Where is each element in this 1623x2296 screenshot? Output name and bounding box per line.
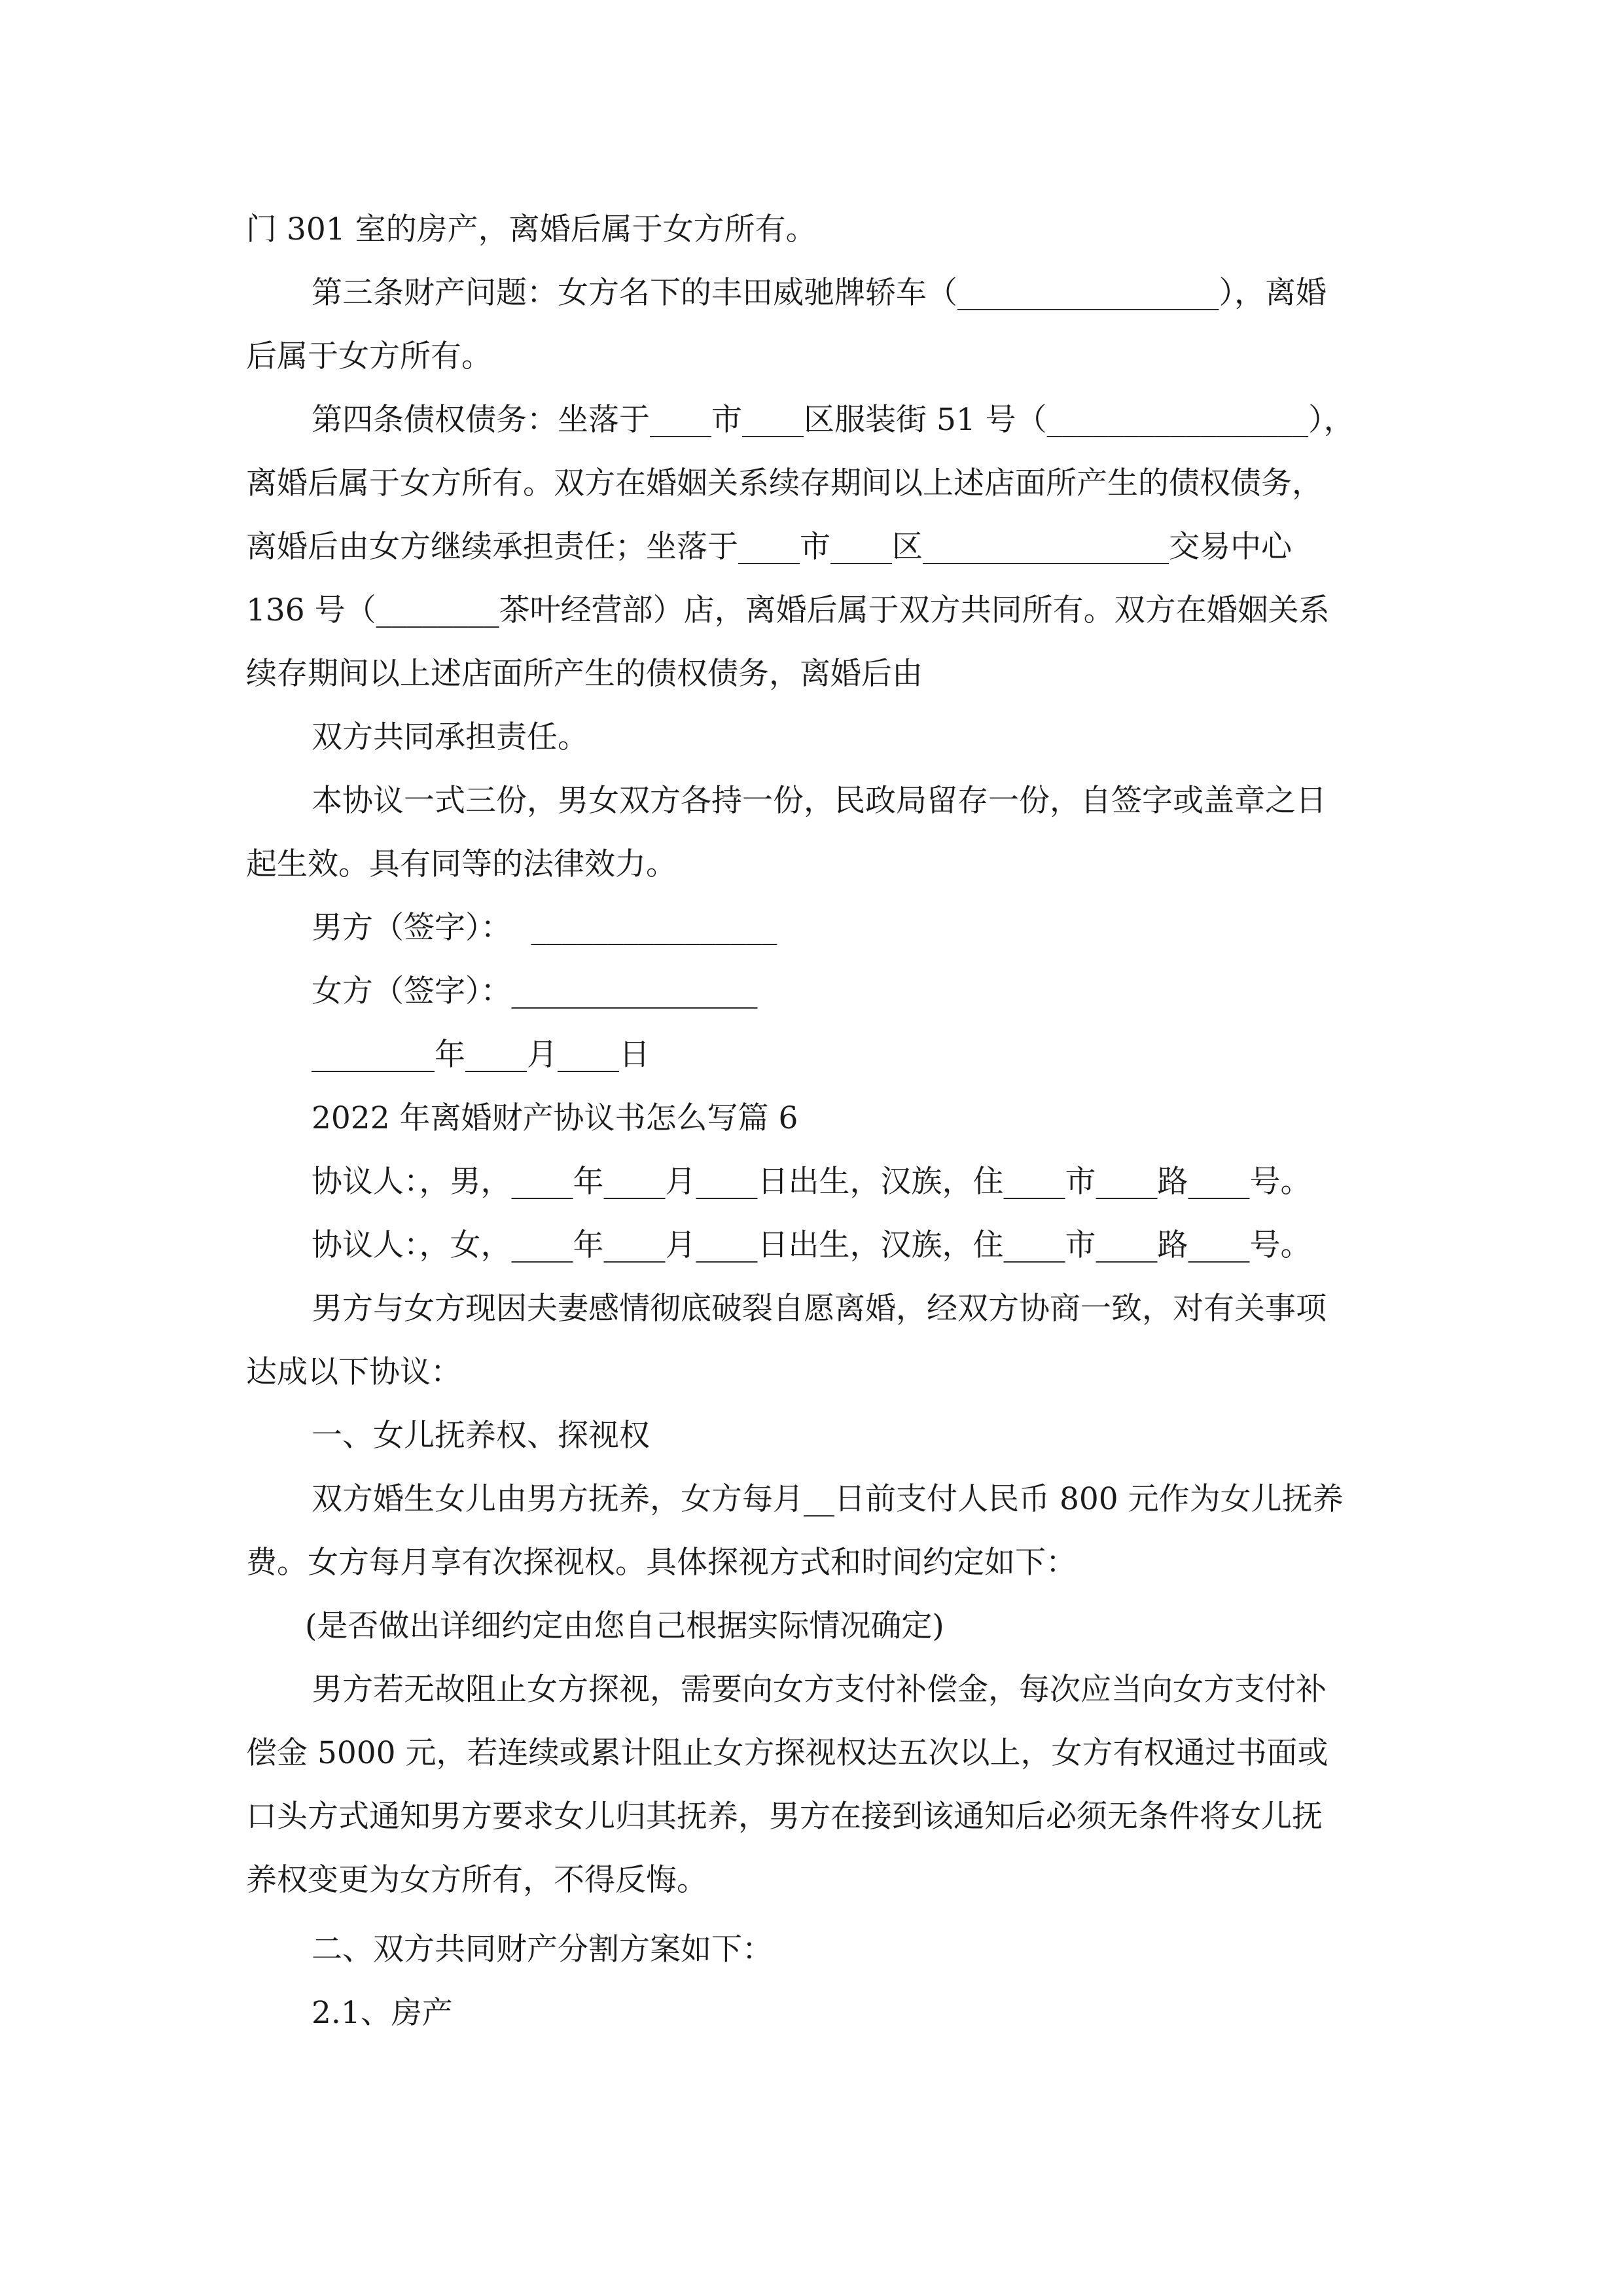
text-line: 双方共同承担责任。 <box>312 719 588 755</box>
text-line: 第三条财产问题：女方名下的丰田威驰牌轿车（_________________），离婚 <box>312 275 1327 311</box>
text-line: 起生效。具有同等的法律效力。 <box>246 846 677 882</box>
text-line: 离婚后属于女方所有。双方在婚姻关系续存期间以上述店面所产生的债权债务， <box>246 465 1323 501</box>
text-line: 男方与女方现因夫妻感情彻底破裂自愿离婚，经双方协商一致，对有关事项 <box>312 1291 1327 1327</box>
text-line: (是否做出详细约定由您自己根据实际情况确定) <box>305 1608 944 1644</box>
text-line: 双方婚生女儿由男方抚养，女方每月__日前支付人民币 800 元作为女儿抚养 <box>312 1481 1344 1517</box>
text-line: 协议人：，女，____年____月____日出生，汉族，住____市____路____号。 <box>312 1227 1311 1263</box>
female-signature-line: 女方（签字）：________________ <box>312 973 758 1009</box>
text-line: 偿金 5000 元，若连续或累计阻止女方探视权达五次以上，女方有权通过书面或 <box>246 1735 1329 1771</box>
date-line: ________年____月____日 <box>312 1037 650 1073</box>
text-line: 第四条债权债务：坐落于____市____区服装街 51 号（_________________）， <box>312 402 1355 438</box>
text-line: 续存期间以上述店面所产生的债权债务，离婚后由 <box>246 656 923 692</box>
text-line: 费。女方每月享有次探视权。具体探视方式和时间约定如下： <box>246 1545 1077 1581</box>
male-signature-line: 男方（签字）： ________________ <box>312 910 777 946</box>
clause-heading: 一、女儿抚养权、探视权 <box>312 1418 650 1454</box>
section-heading: 2022 年离婚财产协议书怎么写篇 6 <box>312 1100 798 1136</box>
text-line: 男方若无故阻止女方探视，需要向女方支付补偿金，每次应当向女方支付补 <box>312 1672 1327 1708</box>
text-line: 离婚后由女方继续承担责任；坐落于____市____区________________交易中心 <box>246 529 1292 565</box>
text-line: 后属于女方所有。 <box>246 338 492 374</box>
text-line: 达成以下协议： <box>246 1354 461 1390</box>
text-line: 口头方式通知男方要求女儿归其抚养，男方在接到该通知后必须无条件将女儿抚 <box>246 1799 1323 1835</box>
text-line: 养权变更为女方所有，不得反悔。 <box>246 1862 707 1898</box>
text-line: 136 号（________茶叶经营部）店，离婚后属于双方共同所有。双方在婚姻关系 <box>246 592 1330 628</box>
text-line: 本协议一式三份，男女双方各持一份，民政局留存一份，自签字或盖章之日 <box>312 783 1327 819</box>
text-line: 协议人：，男，____年____月____日出生，汉族，住____市____路____号。 <box>312 1164 1311 1200</box>
text-line: 门 301 室的房产，离婚后属于女方所有。 <box>246 211 817 247</box>
clause-heading: 二、双方共同财产分割方案如下： <box>312 1931 773 1967</box>
clause-heading: 2.1、房产 <box>312 1995 453 2031</box>
